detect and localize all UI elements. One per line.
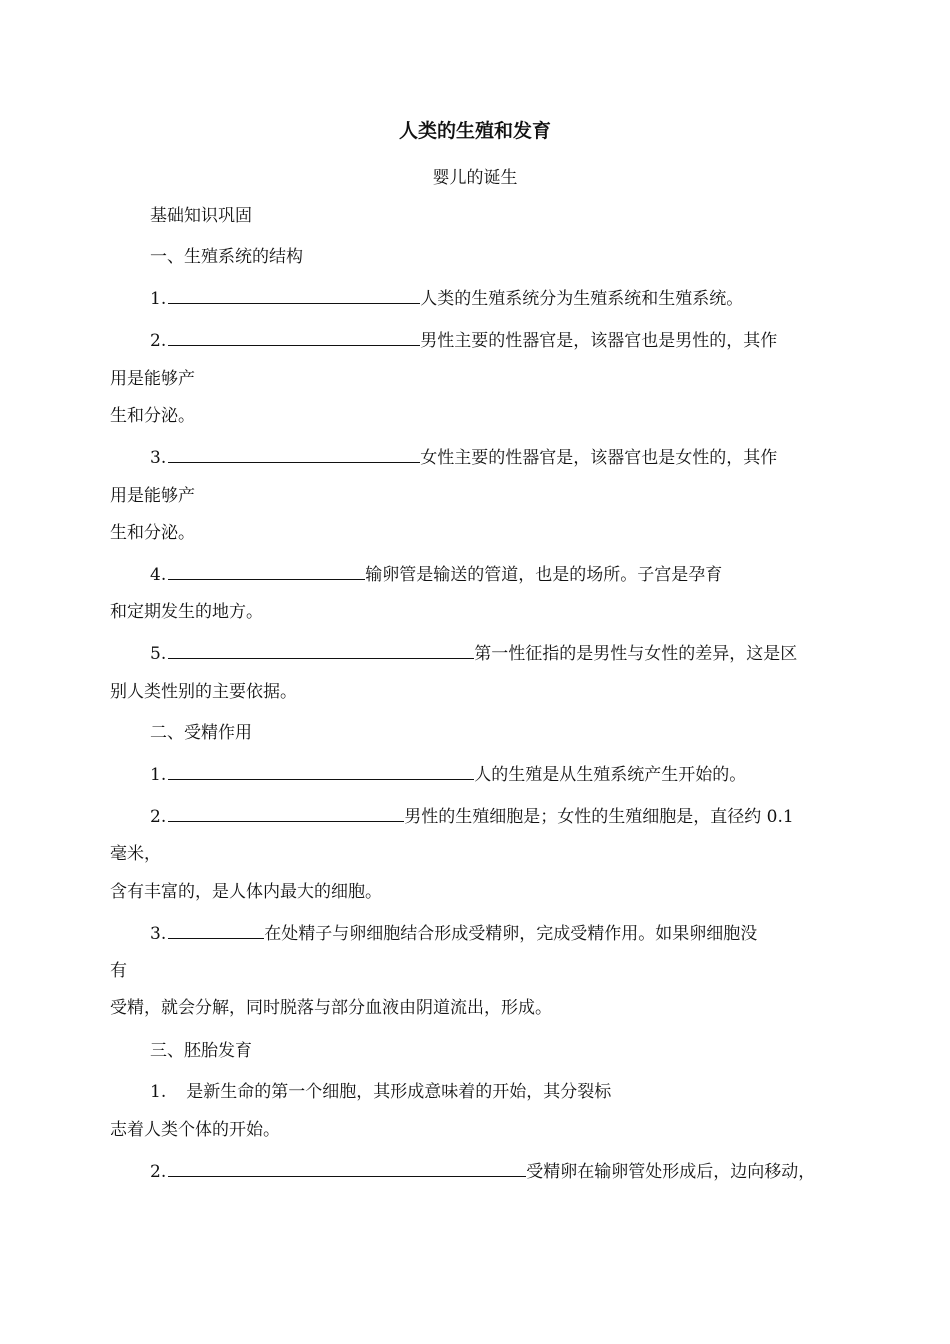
question-b1	[150, 764, 746, 786]
question-number: 2.	[150, 1162, 167, 1182]
question-continuation: 有	[110, 961, 127, 981]
question-number: 5.	[150, 644, 167, 664]
question-a5	[150, 643, 797, 665]
question-text: 男性的生殖细胞是；女性的生殖细胞是，直径约 0.1	[404, 807, 794, 827]
question-text: 人类的生殖系统分为生殖系统和生殖系统。	[420, 289, 744, 309]
answer-blank[interactable]	[168, 1161, 526, 1177]
answer-blank[interactable]	[168, 923, 264, 939]
question-number: 2.	[150, 331, 167, 351]
question-text: 输卵管是输送的管道，也是的场所。子宫是孕育	[365, 565, 723, 585]
answer-blank[interactable]	[168, 564, 365, 580]
question-continuation: 和定期发生的地方。	[110, 602, 263, 622]
question-continuation: 受精，就会分解，同时脱落与部分血液由阴道流出，形成。	[110, 998, 552, 1018]
question-continuation: 用是能够产	[110, 369, 195, 389]
question-continuation: 别人类性别的主要依据。	[110, 682, 297, 702]
question-continuation: 用是能够产	[110, 486, 195, 506]
section-2-heading: 二、受精作用	[150, 723, 252, 743]
question-text: 男性主要的性器官是，该器官也是男性的，其作	[420, 331, 778, 351]
answer-blank[interactable]	[168, 288, 420, 304]
question-number: 3.	[150, 924, 167, 944]
answer-blank[interactable]	[168, 330, 420, 346]
question-continuation: 志着人类个体的开始。	[110, 1120, 280, 1140]
page-subtitle: 婴儿的诞生	[432, 168, 518, 188]
question-c2	[150, 1161, 815, 1183]
question-continuation: 毫米，	[110, 844, 161, 864]
question-continuation: 生和分泌。	[110, 523, 195, 543]
question-number: 1.	[150, 289, 167, 309]
answer-blank[interactable]	[168, 447, 420, 463]
question-a2	[150, 330, 777, 352]
question-continuation: 生和分泌。	[110, 406, 195, 426]
page-title: 人类的生殖和发育	[398, 120, 551, 142]
section-basic-heading: 基础知识巩固	[150, 206, 252, 226]
answer-blank[interactable]	[168, 643, 474, 659]
question-number: 1.	[150, 1082, 167, 1102]
question-b2	[150, 806, 794, 828]
answer-blank[interactable]	[168, 764, 474, 780]
question-text: 在处精子与卵细胞结合形成受精卵，完成受精作用。如果卵细胞没	[264, 924, 758, 944]
answer-blank[interactable]	[168, 806, 404, 822]
question-number: 4.	[150, 565, 167, 585]
section-3-heading: 三、胚胎发育	[150, 1041, 252, 1061]
question-text: 第一性征指的是男性与女性的差异，这是区	[474, 644, 798, 664]
question-number: 3.	[150, 448, 167, 468]
question-c1	[150, 1081, 611, 1103]
question-text: 人的生殖是从生殖系统产生开始的。	[474, 765, 747, 785]
question-a4	[150, 564, 722, 586]
question-text: 是新生命的第一个细胞，其形成意味着的开始，其分裂标	[186, 1082, 612, 1102]
question-continuation: 含有丰富的，是人体内最大的细胞。	[110, 882, 382, 902]
question-number: 1.	[150, 765, 167, 785]
question-a1	[150, 288, 743, 310]
section-1-heading: 一、生殖系统的结构	[150, 247, 303, 267]
question-b3	[150, 923, 757, 945]
question-a3	[150, 447, 777, 469]
question-text: 女性主要的性器官是，该器官也是女性的，其作	[420, 448, 778, 468]
question-number: 2.	[150, 807, 167, 827]
question-text: 受精卵在输卵管处形成后，边向移动，	[526, 1162, 816, 1182]
